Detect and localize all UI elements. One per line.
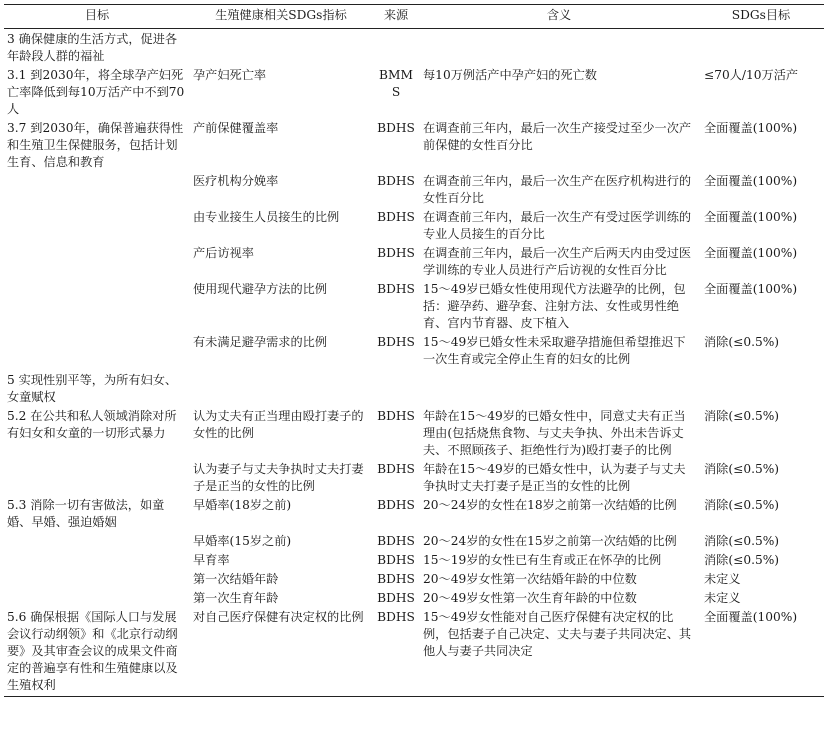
row-meaning: 年龄在15～49岁的已婚女性中，认为妻子与丈夫争执时丈夫打妻子是正当的女性的比例 bbox=[423, 462, 686, 493]
row-sdg-goal: 未定义 bbox=[704, 591, 741, 605]
row-indicator: 医疗机构分娩率 bbox=[193, 174, 279, 188]
table-body bbox=[4, 29, 824, 697]
row-target bbox=[4, 533, 190, 552]
row-indicator: 第一次生育年龄 bbox=[193, 591, 279, 605]
row-sdg-goal: 未定义 bbox=[704, 572, 741, 586]
row-sdg-goal: 消除(≤0.5%) bbox=[704, 553, 780, 567]
row-sdg-goal: 消除(≤0.5%) bbox=[704, 534, 780, 548]
table-row bbox=[4, 590, 824, 609]
row-indicator: 有未满足避孕需求的比例 bbox=[193, 335, 328, 349]
row-meaning: 在调查前三年内，最后一次生产有受过医学训练的专业人员接生的百分比 bbox=[423, 210, 692, 241]
row-indicator: 第一次结婚年龄 bbox=[193, 572, 279, 586]
row-source: BDHS bbox=[377, 462, 415, 476]
row-indicator: 使用现代避孕方法的比例 bbox=[193, 282, 328, 296]
row-meaning: 15～19岁的女性已有生育或正在怀孕的比例 bbox=[423, 553, 662, 567]
row-meaning: 15～49岁已婚女性未采取避孕措施但希望推迟下一次生育或完全停止生育的妇女的比例 bbox=[423, 335, 686, 366]
row-meaning: 年龄在15～49岁的已婚女性中，同意丈夫有正当理由(包括烧焦食物、与丈夫争执、外出未告诉丈夫、不照顾孩子、拒绝性行为)殴打妻子的比例 bbox=[423, 409, 686, 457]
goal-row bbox=[4, 370, 824, 408]
table-row bbox=[4, 281, 824, 334]
row-sdg-goal: 消除(≤0.5%) bbox=[704, 409, 780, 423]
row-meaning: 20～24岁的女性在15岁之前第一次结婚的比例 bbox=[423, 534, 677, 548]
row-target bbox=[4, 281, 190, 334]
row-meaning: 15～49岁已婚女性使用现代方法避孕的比例，包括：避孕药、避孕套、注射方法、女性或男性绝育、宫内节育器、皮下植入 bbox=[423, 282, 686, 330]
header-source: 来源 bbox=[372, 5, 420, 29]
row-meaning: 在调查前三年内，最后一次生产接受过至少一次产前保健的女性百分比 bbox=[423, 121, 692, 152]
row-sdg-goal: 全面覆盖(100%) bbox=[704, 174, 798, 188]
row-target: 5.2 在公共和私人领域消除对所有妇女和女童的一切形式暴力 bbox=[7, 409, 177, 440]
table-row bbox=[4, 120, 824, 173]
row-target: 3.1 到2030年，将全球孕产妇死亡率降低到每10万活产中不到70人 bbox=[7, 68, 185, 116]
row-target: 3.7 到2030年，确保普遍获得性和生殖卫生保健服务，包括计划生育、信息和教育 bbox=[7, 121, 184, 169]
row-indicator: 由专业接生人员接生的比例 bbox=[193, 210, 340, 224]
row-sdg-goal: 消除(≤0.5%) bbox=[704, 335, 780, 349]
header-indicator: 生殖健康相关SDGs指标 bbox=[190, 5, 372, 29]
goal-3-label: 3 确保健康的生活方式，促进各年龄段人群的福祉 bbox=[7, 32, 178, 63]
row-source: BDHS bbox=[377, 498, 415, 512]
row-sdg-goal: 全面覆盖(100%) bbox=[704, 210, 798, 224]
row-indicator: 认为妻子与丈夫争执时丈夫打妻子是正当的女性的比例 bbox=[193, 462, 364, 493]
table-row bbox=[4, 461, 824, 497]
row-source: BDHS bbox=[377, 409, 415, 423]
table-row bbox=[4, 334, 824, 370]
table-row bbox=[4, 552, 824, 571]
row-indicator: 产前保健覆盖率 bbox=[193, 121, 279, 135]
goal-5-label: 5 实现性别平等，为所有妇女、女童赋权 bbox=[7, 373, 178, 404]
header-sdg-goal: SDGs目标 bbox=[698, 5, 824, 29]
row-target bbox=[4, 334, 190, 370]
row-indicator: 早育率 bbox=[193, 553, 230, 567]
row-meaning: 15～49岁女性能对自己医疗保健有决定权的比例，包括妻子自己决定、丈夫与妻子共同决定、其他人与妻子共同决定 bbox=[420, 609, 698, 697]
table-row bbox=[4, 609, 824, 697]
row-sdg-goal: 全面覆盖(100%) bbox=[704, 282, 798, 296]
sdg-indicator-table bbox=[4, 4, 824, 697]
row-meaning: 在调查前三年内，最后一次生产在医疗机构进行的女性百分比 bbox=[423, 174, 692, 205]
table-row bbox=[4, 533, 824, 552]
row-meaning: 20～49岁女性第一次结婚年龄的中位数 bbox=[423, 572, 637, 586]
row-indicator: 早婚率(18岁之前) bbox=[193, 498, 292, 512]
row-source: BDHS bbox=[377, 210, 415, 224]
row-source: BDHS bbox=[377, 591, 415, 605]
row-meaning: 每10万例活产中孕产妇的死亡数 bbox=[423, 68, 597, 82]
row-sdg-goal: 消除(≤0.5%) bbox=[704, 498, 780, 512]
row-target bbox=[4, 245, 190, 281]
row-indicator: 孕产妇死亡率 bbox=[193, 68, 267, 82]
row-source: BDHS bbox=[372, 609, 420, 697]
row-target bbox=[4, 552, 190, 571]
row-indicator: 早婚率(15岁之前) bbox=[193, 534, 292, 548]
row-target bbox=[4, 590, 190, 609]
table-row bbox=[4, 408, 824, 461]
row-source: BDHS bbox=[377, 335, 415, 349]
row-source: BDHS bbox=[377, 553, 415, 567]
row-source: BDHS bbox=[377, 174, 415, 188]
row-meaning: 在调查前三年内，最后一次生产后两天内由受过医学训练的专业人员进行产后访视的女性百分比 bbox=[423, 246, 692, 277]
header-target: 目标 bbox=[4, 5, 190, 29]
table-row bbox=[4, 245, 824, 281]
row-target bbox=[4, 209, 190, 245]
row-indicator: 对自己医疗保健有决定权的比例 bbox=[190, 609, 372, 697]
goal-row bbox=[4, 29, 824, 68]
row-sdg-goal: 全面覆盖(100%) bbox=[704, 246, 798, 260]
row-meaning: 20～49岁女性第一次生育年龄的中位数 bbox=[423, 591, 637, 605]
table-row bbox=[4, 571, 824, 590]
row-source: BDHS bbox=[377, 282, 415, 296]
row-sdg-goal: 全面覆盖(100%) bbox=[698, 609, 824, 697]
row-target bbox=[4, 461, 190, 497]
row-source: BDHS bbox=[377, 121, 415, 135]
row-indicator: 产后访视率 bbox=[193, 246, 254, 260]
row-sdg-goal: 消除(≤0.5%) bbox=[704, 462, 780, 476]
row-sdg-goal: 全面覆盖(100%) bbox=[704, 121, 798, 135]
row-sdg-goal: ≤70人/10万活产 bbox=[704, 68, 799, 82]
row-target: 5.6 确保根据《国际人口与发展会议行动纲领》和《北京行动纲要》及其审查会议的成果文件商定的普遍享有性和生殖健康以及生殖权利 bbox=[4, 609, 190, 697]
header-meaning: 含义 bbox=[420, 5, 698, 29]
row-source: BDHS bbox=[377, 534, 415, 548]
row-source: BDHS bbox=[377, 246, 415, 260]
table-header bbox=[4, 5, 824, 29]
row-indicator: 认为丈夫有正当理由殴打妻子的女性的比例 bbox=[193, 409, 364, 440]
table-row bbox=[4, 497, 824, 533]
table-row bbox=[4, 67, 824, 120]
table-row bbox=[4, 173, 824, 209]
row-target bbox=[4, 173, 190, 209]
row-source: BMMS bbox=[379, 68, 413, 99]
row-meaning: 20～24岁的女性在18岁之前第一次结婚的比例 bbox=[423, 498, 677, 512]
row-target bbox=[4, 571, 190, 590]
table-row bbox=[4, 209, 824, 245]
row-source: BDHS bbox=[377, 572, 415, 586]
row-target: 5.3 消除一切有害做法，如童婚、早婚、强迫婚姻 bbox=[7, 498, 165, 529]
